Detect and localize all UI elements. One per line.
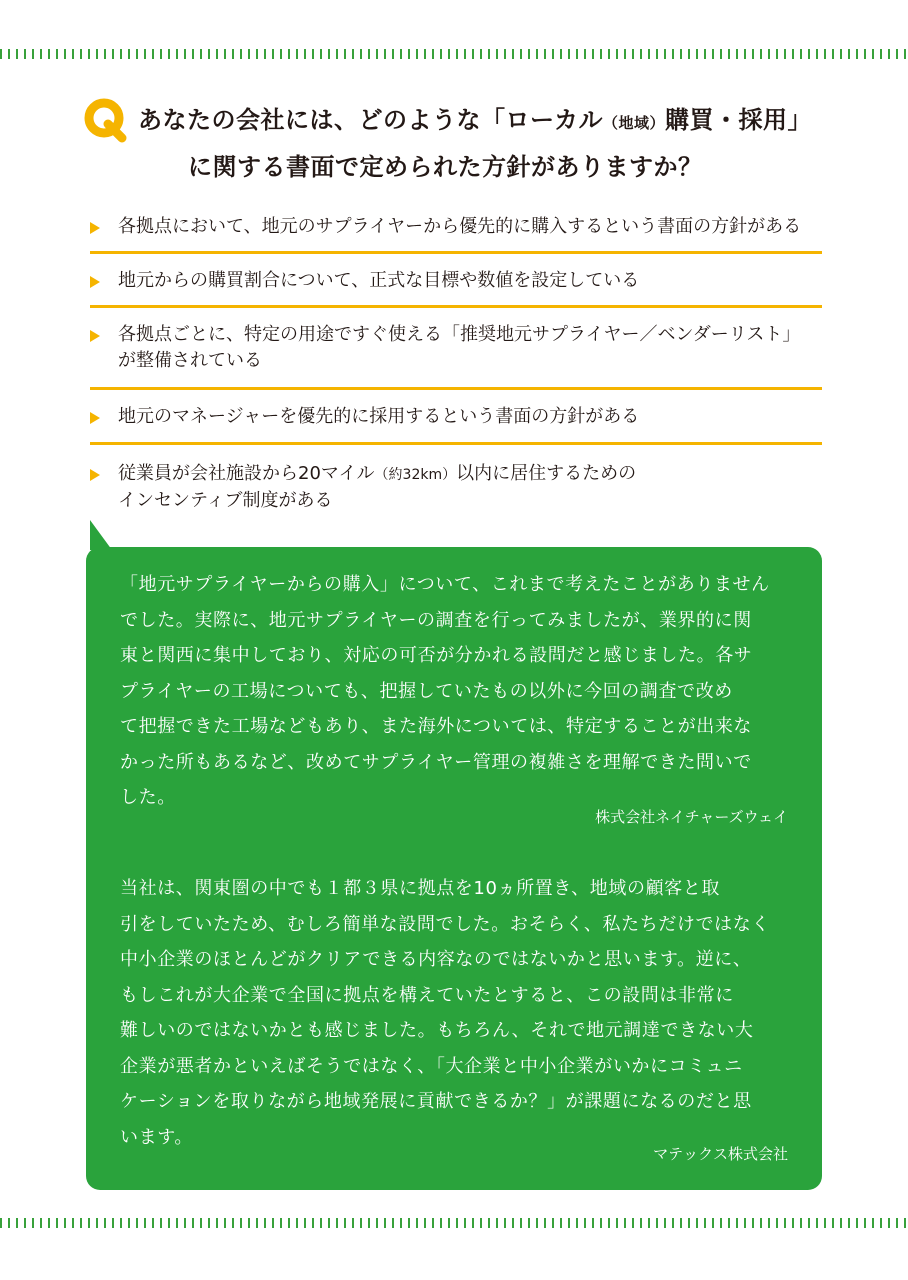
question-line2: に関する書面で定められた方針がありますか？: [188, 153, 703, 181]
option-list: [90, 200, 822, 514]
comment-1-company: 株式会社ネイチャーズウェイ: [595, 808, 788, 826]
option-text-small: （約32km）: [374, 467, 457, 483]
comment-line: 当社は、関東圏の中でも１都３県に拠点を10ヵ所置き、地域の顧客と取: [120, 878, 720, 899]
comment-line: もしこれが大企業で全国に拠点を構えていたとすると、この設問は非常に: [120, 984, 734, 1006]
option-divider: [90, 305, 822, 308]
option-item: [90, 322, 822, 374]
question-line1-b: 購買・採用」: [665, 106, 813, 134]
comment-line: て把握できた工場などもあり、また海外については、特定することが出来な: [120, 716, 753, 737]
q-icon: [82, 96, 130, 144]
comment-line: 企業が悪者かといえばそうではなく、「大企業と中小企業がいかにコミュニ: [120, 1055, 743, 1077]
triangle-bullet-icon: [90, 222, 100, 234]
comment-1: [120, 567, 792, 816]
option-text-line2: が整備されている: [118, 350, 262, 371]
triangle-bullet-icon: [90, 330, 100, 342]
question-line1-small: （地域）: [603, 114, 666, 132]
comment-line: ケーションを取りながら地域発展に貢献できるか？」が課題になるのだと思: [120, 1091, 752, 1112]
option-text: 地元のマネージャーを優先的に採用するという書面の方針がある: [118, 406, 640, 427]
question-title: [138, 98, 858, 189]
comment-line: 中小企業のほとんどがクリアできる内容なのではないかと思います。逆に、: [120, 949, 752, 970]
comment-line: います。: [120, 1126, 193, 1148]
triangle-bullet-icon: [90, 412, 100, 424]
comment-line: 「地元サプライヤーからの購入」について、これまで考えたことがありません: [120, 574, 770, 595]
option-text-b: 以内に居住するための: [456, 463, 637, 484]
option-divider: [90, 442, 822, 445]
comment-line: 難しいのではないかとも感じました。もちろん、それで地元調達できない大: [120, 1020, 754, 1041]
option-item: [90, 268, 822, 294]
option-divider: [90, 387, 822, 390]
top-dashed-border: [0, 49, 908, 59]
option-text-line1: 各拠点ごとに、特定の用途ですぐ使える「推奨地元サプライヤー／ベンダーリスト」: [118, 324, 801, 345]
comment-2: [120, 871, 792, 1155]
comment-line: 引をしていたため、むしろ簡単な設問でした。おそらく、私たちだけではなく: [120, 913, 770, 935]
option-text: 地元からの購買割合について、正式な目標や数値を設定している: [118, 270, 640, 291]
option-divider: [90, 251, 822, 254]
option-text: 各拠点において、地元のサプライヤーから優先的に購入するという書面の方針がある: [118, 216, 802, 237]
option-item: [90, 404, 822, 430]
comment-line: でした。実際に、地元サプライヤーの調査を行ってみましたが、業界的に関: [120, 609, 752, 631]
question-line1-a: あなたの会社には、どのような「ローカル: [138, 106, 604, 134]
comment-2-company: マテックス株式会社: [653, 1145, 788, 1163]
triangle-bullet-icon: [90, 469, 100, 481]
comment-line: プライヤーの工場についても、把握していたもの以外に今回の調査で改め: [120, 680, 733, 702]
speech-bubble-tail: [90, 520, 112, 550]
comment-line: した。: [120, 787, 176, 808]
option-item: [90, 214, 822, 240]
comment-line: 東と関西に集中しており、対応の可否が分かれる設問だと感じました。各サ: [120, 645, 753, 666]
option-item: [90, 461, 822, 514]
option-text-line2: インセンティブ制度がある: [118, 490, 333, 511]
bottom-dashed-border: [0, 1218, 908, 1228]
option-text-a: 従業員が会社施設から20マイル: [118, 463, 375, 484]
comment-line: かった所もあるなど、改めてサプライヤー管理の複雑さを理解できた問いで: [120, 751, 752, 773]
triangle-bullet-icon: [90, 276, 100, 288]
